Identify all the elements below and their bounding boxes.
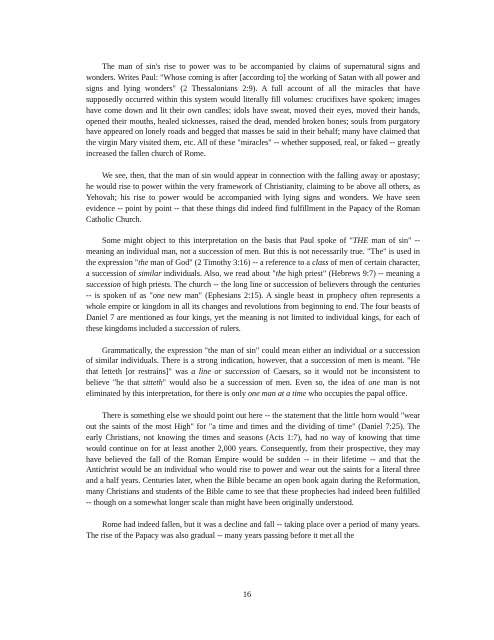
- italic-text: succession: [174, 323, 210, 333]
- italic-text: succession: [86, 280, 121, 290]
- text-run: individuals. Also, we read about ": [161, 269, 276, 279]
- italic-text: the: [138, 258, 149, 268]
- text-run: The man of sin's rise to power was to be accompanied by claims of supernatural signs and wonders. Writes Paul: "Whose coming is after [according to] the working of Satan with all power and signs and lying wonders" (2 Thessalonians 2:9). A full account of all the miracles that have supposedly occurred within this system would literally fill volumes: crucifixes have spoken; images have come down and lit their own candles; idols have sweat, moved their eyes, moved their hands, opened their mouths, healed sicknesses, raised the dead, mended broken bones; souls from purgatory have appeared on lonely roads and begged that masses be said in their behalf; many have claimed that the virgin Mary visited them, etc. All of these "miracles" -- whether supposed, real, or faked -- greatly increased the fallen church of Rome.: [86, 62, 420, 159]
- paragraph: [86, 62, 420, 160]
- paragraph: [86, 520, 420, 542]
- italic-text: class: [312, 258, 329, 268]
- body-text: [86, 62, 420, 542]
- text-run: a succession of similar individuals. There is a strong indication, however, that a succession of men is meant. "He that letteth [or restrains]" was: [86, 345, 420, 377]
- italic-text: one: [152, 291, 165, 300]
- italic-text: one man at a time: [247, 389, 307, 399]
- italic-text: one: [368, 378, 381, 388]
- paragraph: [86, 346, 420, 401]
- text-run: man of God" (2 Timothy 3:16) -- a reference to a: [148, 258, 313, 268]
- text-run: We see, then, that the man of sin would appear in connection with the falling away or apostasy; he would rise to power within the very framework of Christianity, claiming to be above all others, as Yehovah; his rise to power would be accompanied with lying signs and wonders. We have seen evidence -- point by point -- that these things did indeed find fulfillment in the Papacy of the Roman Catholic Church.: [86, 171, 420, 224]
- paragraph: [86, 411, 420, 509]
- italic-text: the: [275, 269, 286, 279]
- paragraph: [86, 171, 420, 226]
- text-run: Some might object to this interpretation on the basis that Paul spoke of ": [102, 236, 353, 246]
- italic-text: a line or succession: [191, 367, 260, 377]
- italic-text: similar: [138, 269, 162, 279]
- text-run: " would also be a succession of men. Even so, the idea of: [162, 378, 369, 388]
- text-run: of Caesars, so it would not be inconsistent to believe "he that: [86, 367, 420, 388]
- paragraph: [86, 236, 420, 334]
- text-run: of rulers.: [209, 323, 241, 333]
- text-run: man is not eliminated by this interpretation, for there is only: [86, 378, 420, 399]
- text-run: of men of certain character, a succession of: [86, 258, 420, 279]
- text-run: Grammatically, the expression "the man of sin" could mean either an individual: [102, 345, 370, 355]
- text-run: There is something else we should point out here -- the statement that the little horn would "wear out the saints of the most High" for "a time and times and the dividing of time" (Daniel 7:25). The early Christians, not knowing the times and seasons (Acts 1:7), had no way of knowing that time would continue on for at least another 2,000 years. Consequently, from their prospective, they may have believed the fall of the Roman Empire would be sudden -- in their lifetime -- and that the Antichrist would be an individual who would rise to power and wear out the saints for a literal three and a half years. Centuries later, when the Bible became an open book again during the Reformation, many Christians and students of the Bible came to see that these prophecies had indeed been fulfilled -- though on a somewhat longer scale than might have been originally understood.: [86, 410, 420, 508]
- text-run: high priest" (Hebrews 9:7) -- meaning a: [285, 269, 420, 279]
- text-run: who occupies the papal office.: [306, 389, 408, 399]
- italic-text: THE: [352, 236, 369, 246]
- italic-text: or: [369, 345, 377, 355]
- page-number: 16: [242, 590, 252, 599]
- text-run: of high priests. The church -- the long line or succession of believers through the centuries -- is spoken of as ": [86, 280, 420, 300]
- text-run: new man" (Ephesians 2:15). A single beast in prophecy often represents a whole empire or kingdom in all its changes and revolutions from beginning to end. The four beasts of Daniel 7 are mentioned as four kings, yet the meaning is not limited to individual kings, for each of these kingdoms included a: [86, 291, 420, 333]
- text-run: man of sin" -- meaning an individual man, not a succession of men. But this is not necessarily true. "The" is used in the expression ": [86, 236, 421, 268]
- text-run: Rome had indeed fallen, but it was a decline and fall -- taking place over a period of many years. The rise of the Papacy was also gradual -- many years passing before it met all the: [86, 519, 420, 540]
- italic-text: sitteth: [142, 378, 163, 388]
